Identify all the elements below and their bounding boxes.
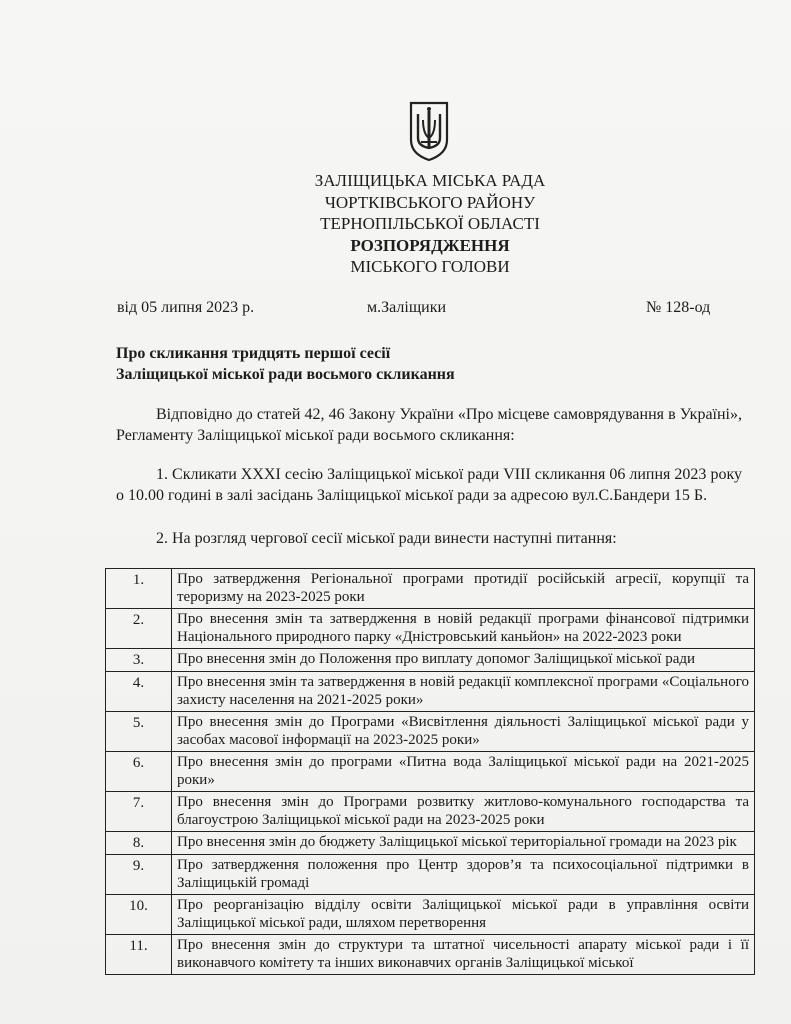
region-name: ТЕРНОПІЛЬСЬКОЇ ОБЛАСТІ bbox=[320, 214, 540, 233]
agenda-row bbox=[106, 609, 755, 649]
agenda-item-number: 8. bbox=[106, 832, 172, 855]
agenda-item-text: Про внесення змін та затвердження в новій редакції програми фінансової підтримки Національного природного парку «Дністровський каньйон» на 2022-2023 роки bbox=[172, 609, 755, 649]
agenda-row bbox=[106, 832, 755, 855]
intro-text: Відповідно до статей 42, 46 Закону України «Про місцеве самоврядування в Україні», Регламенту Заліщицької міської ради восьмого скликання: bbox=[116, 406, 742, 444]
document-type: РОЗПОРЯДЖЕННЯ bbox=[350, 235, 510, 255]
agenda-row bbox=[106, 752, 755, 792]
document-subject bbox=[116, 343, 455, 385]
agenda-row bbox=[106, 935, 755, 975]
agenda-item-text: Про внесення змін до Положення про виплату допомог Заліщицької міської ради bbox=[172, 649, 755, 672]
subject-line-1: Про скликання тридцять першої сесії bbox=[116, 345, 391, 362]
agenda-row bbox=[106, 855, 755, 895]
subject-line-2: Заліщицької міської ради восьмого скликання bbox=[116, 366, 455, 383]
document-date: від 05 липня 2023 р. bbox=[117, 299, 255, 316]
agenda-row bbox=[106, 895, 755, 935]
agenda-item-text: Про внесення змін до Програми «Висвітлення діяльності Заліщицької міської ради у засобах масової інформації на 2023-2025 роки» bbox=[172, 712, 755, 752]
agenda-item-text: Про затвердження Регіональної програми протидії російській агресії, корупції та тероризму на 2023-2025 роки bbox=[172, 569, 755, 609]
agenda-item-number: 7. bbox=[106, 792, 172, 832]
document-place: м.Заліщики bbox=[367, 299, 447, 316]
intro-paragraph bbox=[116, 404, 742, 446]
agenda-item-number: 11. bbox=[106, 935, 172, 975]
agenda-item-number: 6. bbox=[106, 752, 172, 792]
agenda-item-text: Про внесення змін та затвердження в новій редакції комплексної програми «Соціального захисту населення на 2021-2025 роки» bbox=[172, 672, 755, 712]
item-1-paragraph bbox=[116, 464, 742, 506]
district-name: ЧОРТКІВСЬКОГО РАЙОНУ bbox=[324, 192, 536, 212]
agenda-item-number: 1. bbox=[106, 569, 172, 609]
item-1-text: 1. Скликати XXXI сесію Заліщицької міської ради VIII скликання 06 липня 2023 року о 10.00 годині в залі засідань Заліщицької міської ради за адресою вул.С.Бандери 15 Б. bbox=[116, 466, 742, 504]
document-number: № 128-од bbox=[646, 299, 711, 316]
agenda-row bbox=[106, 712, 755, 752]
agenda-item-number: 2. bbox=[106, 609, 172, 649]
agenda-item-number: 4. bbox=[106, 672, 172, 712]
item-2-text: 2. На розгляд чергової сесії міської ради винести наступні питання: bbox=[156, 530, 617, 547]
agenda-item-text: Про внесення змін до Програми розвитку житлово-комунального господарства та благоустрою Заліщицької міської ради на 2023-2025 роки bbox=[172, 792, 755, 832]
issuer-title: МІСЬКОГО ГОЛОВИ bbox=[350, 257, 510, 276]
agenda-row bbox=[106, 649, 755, 672]
agenda-item-number: 5. bbox=[106, 712, 172, 752]
item-2-paragraph bbox=[116, 528, 742, 549]
agenda-row bbox=[106, 672, 755, 712]
coat-of-arms-icon bbox=[408, 100, 450, 162]
agenda-row bbox=[106, 569, 755, 609]
agenda-item-text: Про внесення змін до структури та штатної чисельності апарату міської ради і її виконавчого комітету та інших виконавчих органів Заліщицької міської bbox=[172, 935, 755, 975]
agenda-item-text: Про затвердження положення про Центр здоров’я та психосоціальної підтримки в Заліщицькій громаді bbox=[172, 855, 755, 895]
agenda-item-text: Про внесення змін до бюджету Заліщицької міської територіальної громади на 2023 рік bbox=[172, 832, 755, 855]
agenda-item-number: 9. bbox=[106, 855, 172, 895]
agenda-row bbox=[106, 792, 755, 832]
issuer-header bbox=[0, 170, 791, 278]
agenda-item-number: 10. bbox=[106, 895, 172, 935]
agenda-item-text: Про реорганізацію відділу освіти Заліщицької міської ради в управління освіти Заліщицької міської ради, шляхом перетворення bbox=[172, 895, 755, 935]
council-name: ЗАЛІЩИЦЬКА МІСЬКА РАДА bbox=[314, 171, 546, 190]
agenda-item-number: 3. bbox=[106, 649, 172, 672]
agenda-table bbox=[105, 568, 755, 975]
agenda-item-text: Про внесення змін до програми «Питна вода Заліщицької міської ради на 2021-2025 роки» bbox=[172, 752, 755, 792]
